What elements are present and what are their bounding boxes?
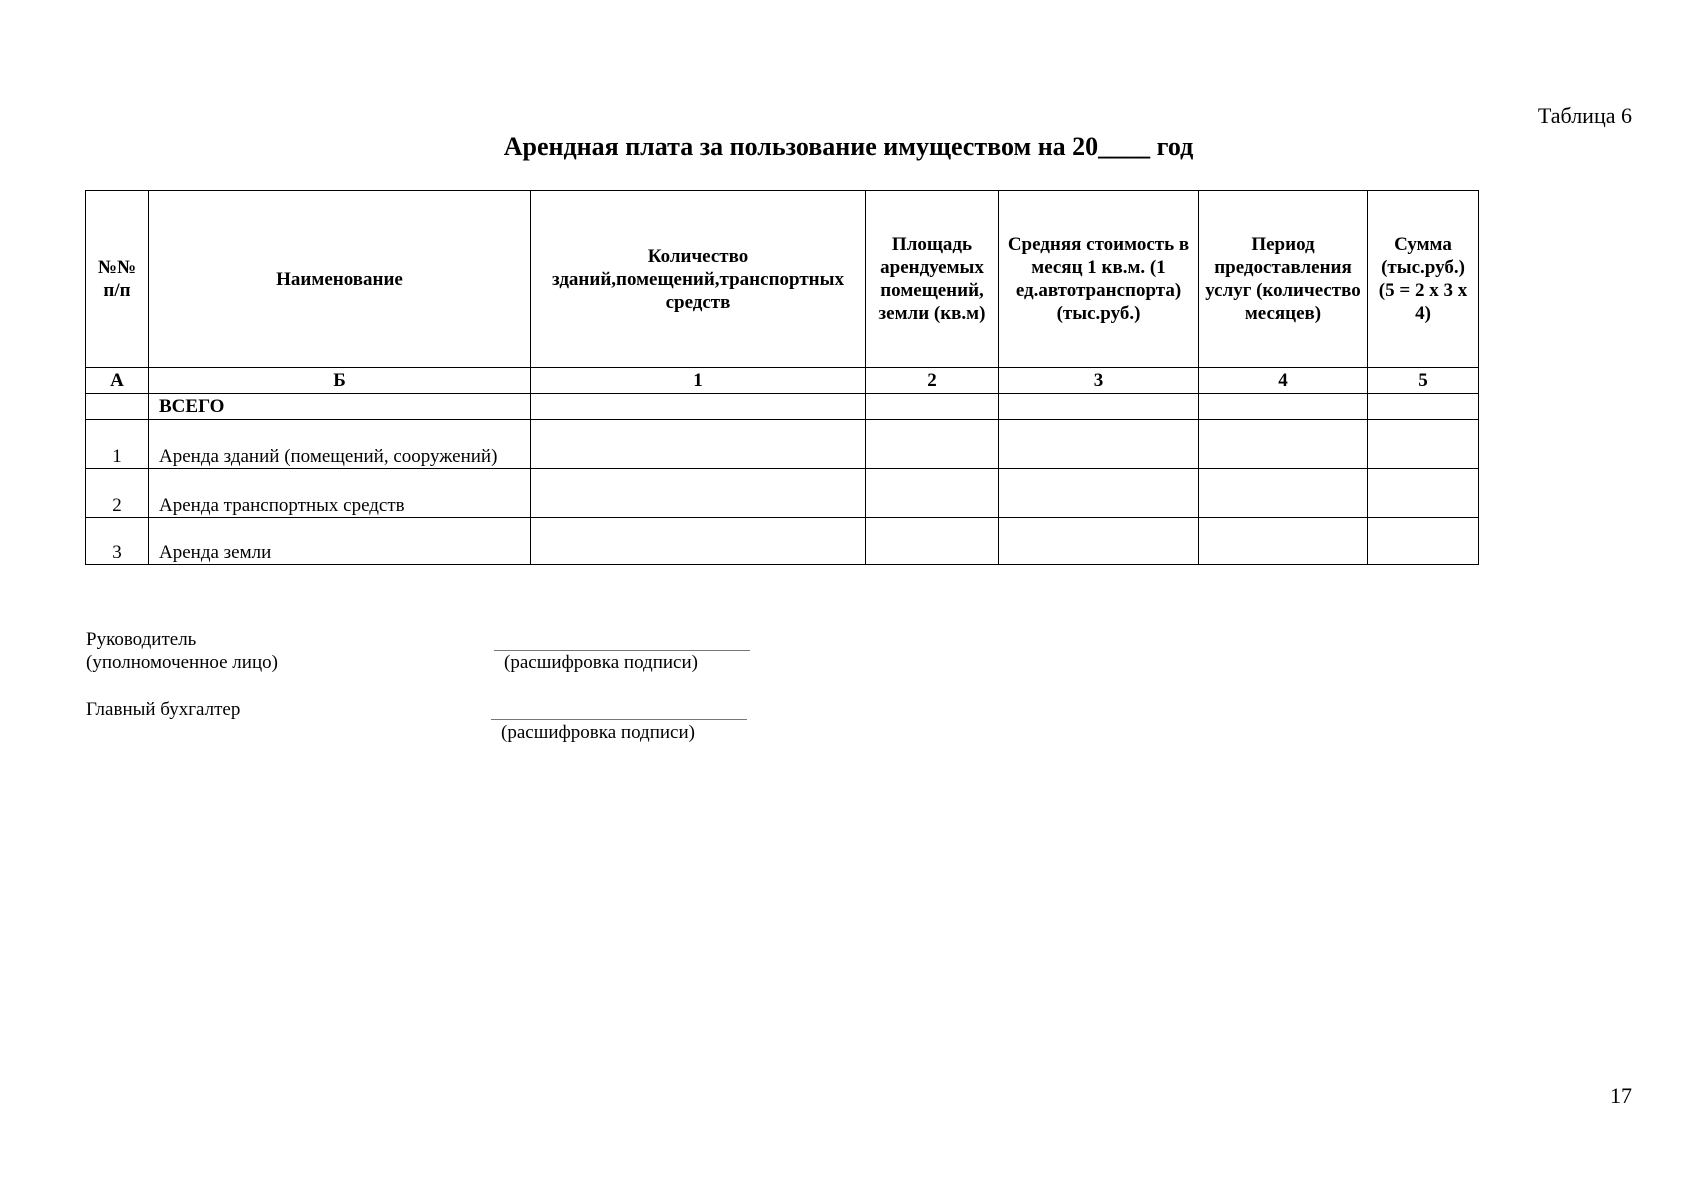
table-cell[interactable] [531, 469, 866, 518]
table-cell[interactable] [999, 394, 1199, 420]
accountant-decoding-label: (расшифровка подписи) [501, 722, 695, 743]
table-cell[interactable] [1199, 518, 1368, 565]
rent-table [85, 190, 1479, 565]
table-cell[interactable] [1368, 394, 1479, 420]
head-label-line2: (уполномоченное лицо) [86, 652, 278, 673]
table-cell[interactable] [531, 394, 866, 420]
total-label: ВСЕГО [149, 394, 531, 420]
header-cell-sum: Сумма (тыс.руб.) (5 = 2 х 3 х 4) [1368, 191, 1479, 368]
table-row [86, 420, 1479, 469]
column-number: Б [149, 368, 531, 394]
table-cell[interactable] [1368, 469, 1479, 518]
table-row [86, 469, 1479, 518]
table-cell[interactable] [866, 518, 999, 565]
header-cell-name: Наименование [149, 191, 531, 368]
row-name: Аренда транспортных средств [149, 469, 531, 518]
table-cell [86, 394, 149, 420]
table-cell[interactable] [1199, 394, 1368, 420]
row-number: 1 [86, 420, 149, 469]
table-cell[interactable] [1199, 469, 1368, 518]
table-label: Таблица 6 [1537, 103, 1632, 128]
head-label-line1: Руководитель [86, 629, 197, 650]
column-number: 3 [999, 368, 1199, 394]
column-number-row [86, 368, 1479, 394]
table-cell[interactable] [1368, 420, 1479, 469]
row-number: 3 [86, 518, 149, 565]
column-number: А [86, 368, 149, 394]
header-cell-quantity: Количество зданий,помещений,транспортных средств [531, 191, 866, 368]
row-name: Аренда зданий (помещений, сооружений) [149, 420, 531, 469]
row-number: 2 [86, 469, 149, 518]
column-number: 5 [1368, 368, 1479, 394]
accountant-signature-line[interactable] [491, 719, 747, 720]
table-cell[interactable] [999, 518, 1199, 565]
table-cell[interactable] [1199, 420, 1368, 469]
header-row [86, 191, 1479, 368]
column-number: 4 [1199, 368, 1368, 394]
header-cell-period: Период предоставления услуг (количество месяцев) [1199, 191, 1368, 368]
header-cell-area: Площадь арендуемых помещений, земли (кв.м) [866, 191, 999, 368]
head-label [86, 628, 278, 674]
header-cell-num: №№ п/п [86, 191, 149, 368]
column-number: 2 [866, 368, 999, 394]
column-number: 1 [531, 368, 866, 394]
table-cell[interactable] [866, 469, 999, 518]
page-number: 17 [1610, 1083, 1632, 1108]
table-cell[interactable] [1368, 518, 1479, 565]
table-cell[interactable] [866, 420, 999, 469]
table-cell[interactable] [999, 420, 1199, 469]
head-decoding-label: (расшифровка подписи) [504, 652, 698, 673]
table-cell[interactable] [531, 518, 866, 565]
row-name: Аренда земли [149, 518, 531, 565]
table-cell[interactable] [999, 469, 1199, 518]
table-row [86, 518, 1479, 565]
table-cell[interactable] [531, 420, 866, 469]
page-title: Арендная плата за пользование имуществом на 20____ год [503, 132, 1194, 161]
total-row [86, 394, 1479, 420]
accountant-label: Главный бухгалтер [86, 699, 241, 720]
table-cell[interactable] [866, 394, 999, 420]
header-cell-avg-cost: Средняя стоимость в месяц 1 кв.м. (1 ед.автотранспорта) (тыс.руб.) [999, 191, 1199, 368]
